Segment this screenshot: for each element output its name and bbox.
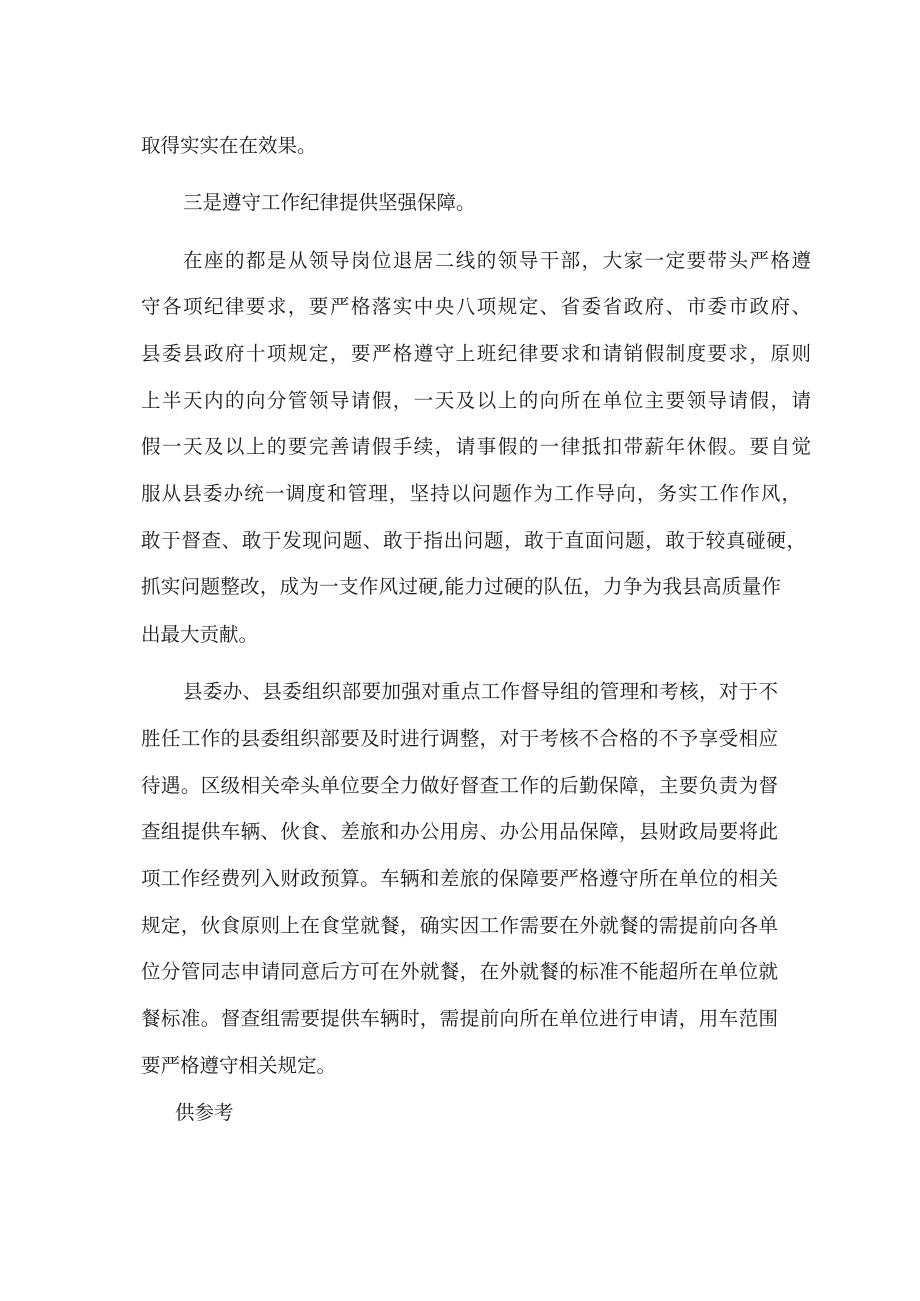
paragraph-line: 项工作经费列入财政预算。车辆和差旅的保障要严格遵守所在单位的相关 [141, 867, 778, 890]
paragraph-line: 出最大贡献。 [141, 623, 259, 646]
paragraph-line: 待遇。区级相关牵头单位要全力做好督查工作的后勤保障，主要负责为督 [141, 774, 778, 797]
closing-note: 供参考 [175, 1101, 234, 1124]
paragraph-line: 守各项纪律要求，要严格落实中央八项规定、省委省政府、市委市政府、 [141, 295, 811, 318]
paragraph-line: 敢于督查、敢于发现问题、敢于指出问题，敢于直面问题，敢于较真碰硬， [141, 529, 806, 552]
paragraph-line: 抓实问题整改，成为一支作风过硬,能力过硬的队伍，力争为我县高质量作 [141, 575, 781, 598]
paragraph-line: 餐标准。督查组需要提供车辆时，需提前向所在单位进行申请，用车范围 [141, 1007, 778, 1030]
paragraph-line: 要严格遵守相关规定。 [141, 1054, 337, 1077]
paragraph-line: 规定，伙食原则上在食堂就餐，确实因工作需要在外就餐的需提前向各单 [141, 914, 778, 937]
paragraph-line: 上半天内的向分管领导请假，一天及以上的向所在单位主要领导请假，请 [141, 389, 811, 412]
paragraph-line: 县委县政府十项规定，要严格遵守上班纪律要求和请销假制度要求，原则 [141, 342, 811, 365]
section-heading: 三是遵守工作纪律提供坚强保障。 [183, 191, 476, 214]
paragraph-line: 查组提供车辆、伙食、差旅和办公用房、办公用品保障，县财政局要将此 [141, 820, 778, 843]
paragraph-line: 县委办、县委组织部要加强对重点工作督导组的管理和考核，对于不 [183, 680, 778, 703]
paragraph-line: 胜任工作的县委组织部要及时进行调整，对于考核不合格的不予享受相应 [141, 727, 778, 750]
paragraph-line: 取得实实在在效果。 [141, 134, 317, 157]
paragraph-line: 位分管同志申请同意后方可在外就餐，在外就餐的标准不能超所在单位就 [141, 960, 778, 983]
paragraph-line: 在座的都是从领导岗位退居二线的领导干部，大家一定要带头严格遵 [183, 249, 811, 272]
paragraph-line: 假一天及以上的要完善请假手续，请事假的一律抵扣带薪年休假。要自觉 [141, 435, 811, 458]
paragraph-line: 服从县委办统一调度和管理，坚持以问题作为工作导向，务实工作作风， [141, 482, 801, 505]
